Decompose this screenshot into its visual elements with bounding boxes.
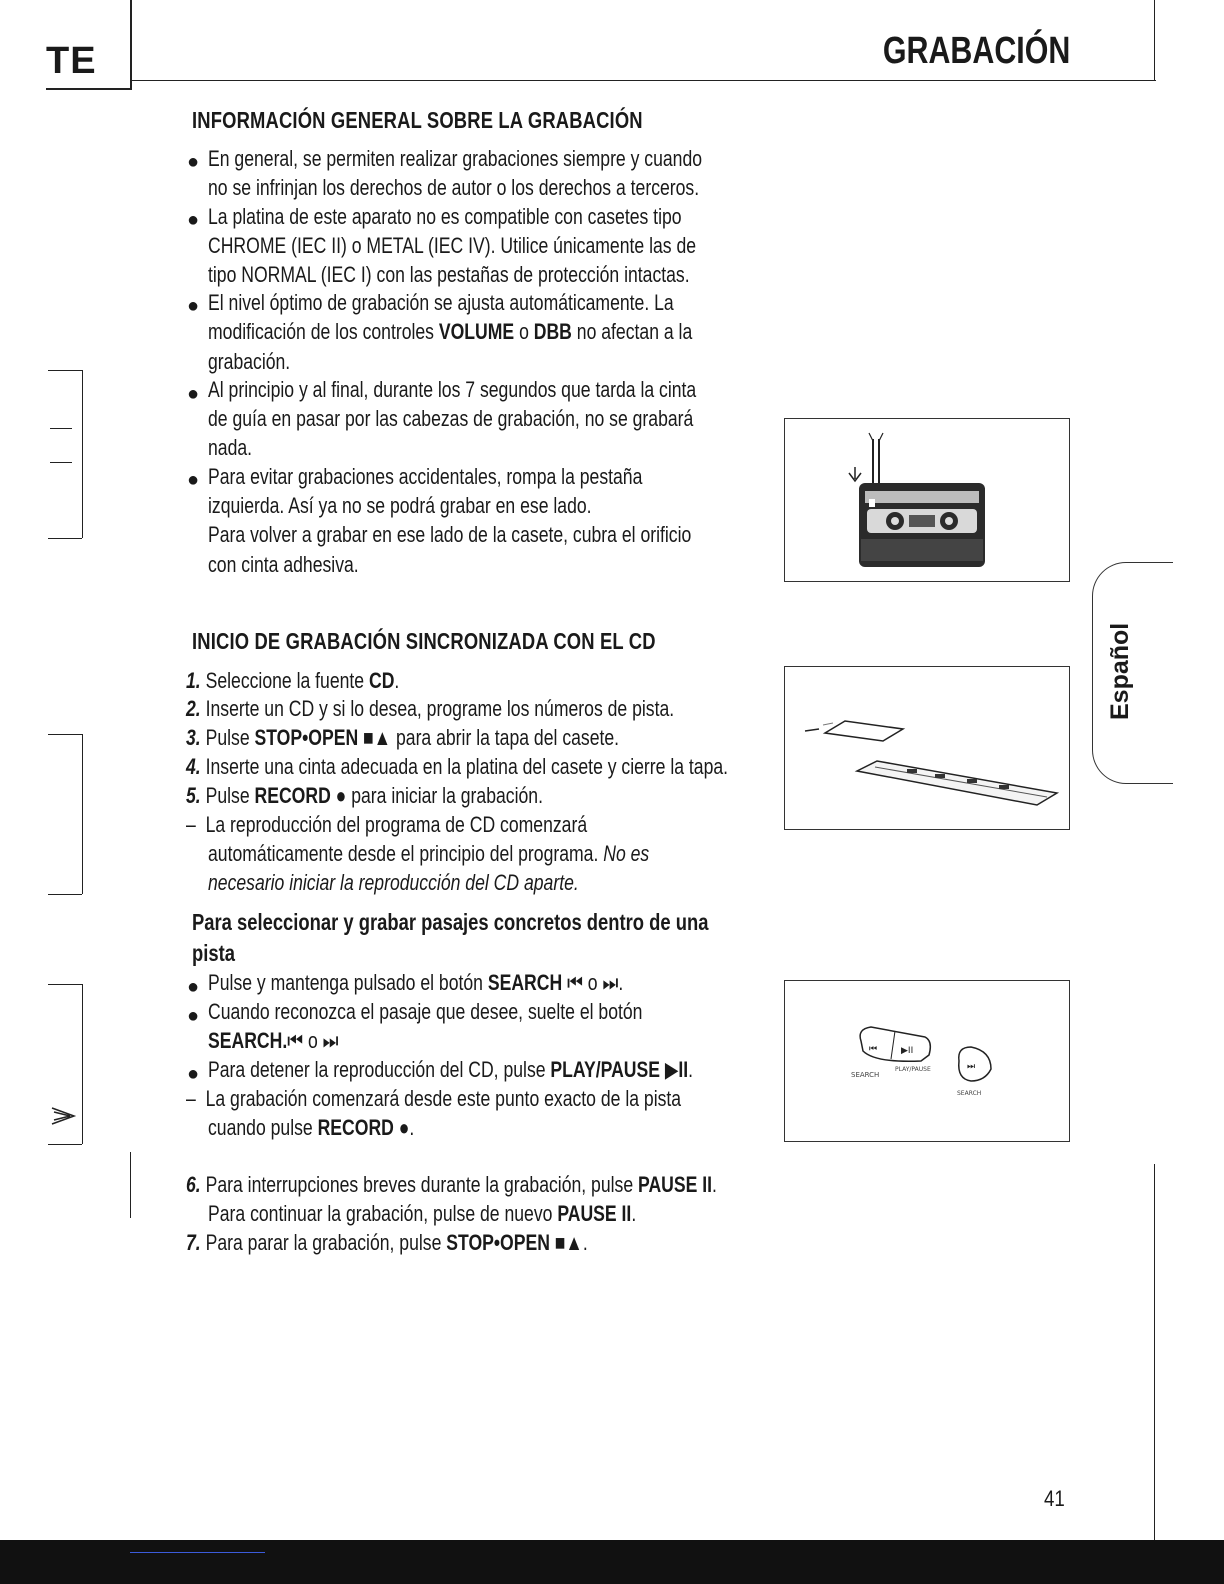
step-5: 5. Pulse RECORD ● para iniciar la grabación. xyxy=(186,783,543,808)
text-line: con cinta adhesiva. xyxy=(208,552,359,577)
text-line: izquierda. Así ya no se podrá grabar en ese lado. xyxy=(208,493,592,518)
text-line: En general, se permiten realizar grabaciones siempre y cuando xyxy=(208,146,703,171)
text-line: Para detener la reproducción del CD, pulse PLAY/PAUSE ▶II. xyxy=(208,1057,694,1082)
step-6: 6. Para interrupciones breves durante la grabación, pulse PAUSE II. xyxy=(186,1172,717,1197)
margin-bracket xyxy=(82,370,83,538)
text-line: grabación. xyxy=(208,349,291,374)
header-fragment: TE xyxy=(46,40,97,82)
figure-search-buttons xyxy=(784,980,1070,1142)
text-line: CHROME (IEC II) o METAL (IEC IV). Utilice únicamente las de xyxy=(208,233,697,258)
bullet: ● xyxy=(187,469,200,491)
margin-tick xyxy=(48,538,82,539)
search-next-icon: ⏭ xyxy=(967,1062,976,1072)
text-line: de guía en pasar por las cabezas de grabación, no se grabará xyxy=(208,406,694,431)
margin-tick xyxy=(48,370,82,371)
label-play-pause: PLAY/PAUSE xyxy=(895,1066,931,1073)
header-divider-vertical xyxy=(130,0,132,90)
figure-cd-tray xyxy=(784,666,1070,830)
margin-arrow-icon xyxy=(50,1104,80,1128)
footer-bar xyxy=(0,1540,1224,1584)
header-rule-left xyxy=(46,88,132,90)
dash-line: – La reproducción del programa de CD comenzará xyxy=(186,812,588,837)
text-line: Cuando reconozca el pasaje que desee, suelte el botón xyxy=(208,999,643,1024)
text-line: La platina de este aparato no es compatible con casetes tipo xyxy=(208,204,682,229)
header-divider-right xyxy=(1154,0,1155,80)
text-line: cuando pulse RECORD ●. xyxy=(208,1115,415,1140)
language-tab-label: Español xyxy=(1106,622,1134,720)
section-title-sync: INICIO DE GRABACIÓN SINCRONIZADA CON EL CD xyxy=(192,628,656,654)
tray-illustration xyxy=(785,667,1069,829)
bullet: ● xyxy=(187,1063,200,1085)
step-1: 1. Seleccione la fuente CD. xyxy=(186,668,400,693)
bullet: ● xyxy=(187,1005,200,1027)
label-search: SEARCH xyxy=(851,1071,880,1079)
cassette-illustration xyxy=(785,419,1069,581)
step-2: 2. Inserte un CD y si lo desea, programe los números de pista. xyxy=(186,696,675,721)
step-3: 3. Pulse STOP•OPEN ■▲ para abrir la tapa del casete. xyxy=(186,725,620,750)
text-line: Pulse y mantenga pulsado el botón SEARCH ⏮ o ⏭. xyxy=(208,970,624,995)
header-rule xyxy=(130,80,1156,81)
footer-accent-line xyxy=(130,1552,265,1553)
bullet: ● xyxy=(187,151,200,173)
search-prev-icon: ⏮ xyxy=(869,1044,878,1054)
margin-tick xyxy=(50,462,72,463)
step-4: 4. Inserte una cinta adecuada en la platina del casete y cierre la tapa. xyxy=(186,754,729,779)
text-line: tipo NORMAL (IEC I) con las pestañas de protección intactas. xyxy=(208,262,690,287)
text-line: Para volver a grabar en ese lado de la casete, cubra el orificio xyxy=(208,522,692,547)
bullet: ● xyxy=(187,383,200,405)
section-title-general: INFORMACIÓN GENERAL SOBRE LA GRABACIÓN xyxy=(192,107,643,133)
margin-tick xyxy=(48,734,82,735)
bullet: ● xyxy=(187,295,200,317)
text-line: Para evitar grabaciones accidentales, rompa la pestaña xyxy=(208,464,643,489)
right-edge-rule xyxy=(1154,1164,1155,1544)
figure-cassette xyxy=(784,418,1070,582)
text-line: SEARCH.⏮ o ⏭ xyxy=(208,1028,339,1053)
page-title: GRABACIÓN xyxy=(882,30,1070,72)
subsection-title: Para seleccionar y grabar pasajes concretos dentro de una xyxy=(192,909,709,935)
step-7: 7. Para parar la grabación, pulse STOP•OPEN ■▲. xyxy=(186,1230,588,1255)
dash-line: – La grabación comenzará desde este punto exacto de la pista xyxy=(186,1086,682,1111)
text-line: El nivel óptimo de grabación se ajusta automáticamente. La xyxy=(208,290,674,315)
margin-mark xyxy=(130,1152,131,1218)
margin-bracket xyxy=(82,734,83,894)
buttons-illustration xyxy=(785,981,1069,1141)
page-number: 41 xyxy=(1044,1486,1065,1511)
text-line: no se infrinjan los derechos de autor o los derechos a terceros. xyxy=(208,175,700,200)
margin-tick xyxy=(48,1144,82,1145)
label-search-right: SEARCH xyxy=(957,1090,982,1097)
step-6-cont: Para continuar la grabación, pulse de nuevo PAUSE II. xyxy=(208,1201,637,1226)
margin-tick xyxy=(48,894,82,895)
bullet: ● xyxy=(187,209,200,231)
margin-bracket xyxy=(82,984,83,1144)
text-line: nada. xyxy=(208,435,253,460)
margin-tick xyxy=(48,984,82,985)
text-line: automáticamente desde el principio del programa. No es xyxy=(208,841,650,866)
text-line: Al principio y al final, durante los 7 segundos que tarda la cinta xyxy=(208,377,697,402)
text-line: necesario iniciar la reproducción del CD aparte. xyxy=(208,870,579,895)
text-line: modificación de los controles VOLUME o DBB no afectan a la xyxy=(208,319,693,344)
play-pause-icon: ▶II xyxy=(901,1046,914,1056)
subsection-title-cont: pista xyxy=(192,940,235,966)
bullet: ● xyxy=(187,976,200,998)
margin-tick xyxy=(50,428,72,429)
